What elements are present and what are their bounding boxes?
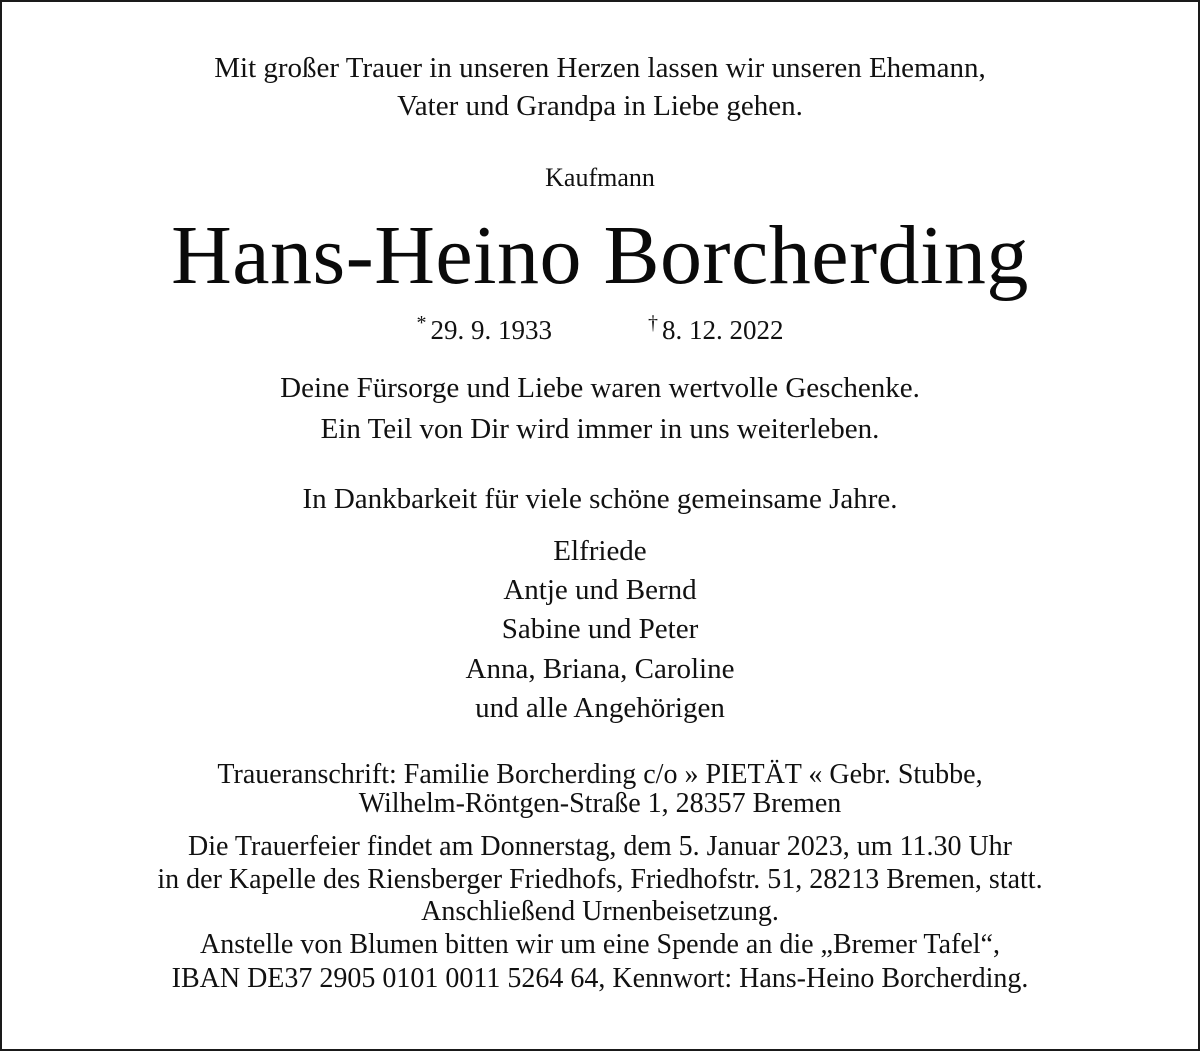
info-line: Anstelle von Blumen bitten wir um eine Spende an die „Bremer Tafel“, [200,929,1000,960]
info-line: Die Trauerfeier findet am Donnerstag, dem 5. Januar 2023, um 11.30 Uhr [188,831,1012,862]
info-line: Anschließend Urnenbeisetzung. [421,896,779,927]
family-member: Sabine und Peter [501,613,699,645]
intro-line-2: Vater und Grandpa in Liebe gehen. [397,90,803,122]
profession: Kaufmann [545,163,655,192]
birth-symbol: * [416,312,427,334]
intro-line-1: Mit großer Trauer in unseren Herzen lassen wir unseren Ehemann, [214,52,986,84]
family-member: und alle Angehörigen [475,692,725,724]
info-line: Traueranschrift: Familie Borcherding c/o » PIETÄT « Gebr. Stubbe, [217,759,983,790]
thanks-line: In Dankbarkeit für viele schöne gemeinsame Jahre. [302,483,898,515]
family-member: Antje und Bernd [503,574,697,606]
family-member: Elfriede [553,535,647,567]
deceased-name: Hans-Heino Borcherding [171,209,1029,302]
quote-line-2: Ein Teil von Dir wird immer in uns weiterleben. [320,413,880,445]
family-member: Anna, Briana, Caroline [465,653,735,685]
info-line: in der Kapelle des Riensberger Friedhofs, Friedhofstr. 51, 28213 Bremen, statt. [157,864,1043,895]
life-dates [0,313,1200,350]
info-line: IBAN DE37 2905 0101 0011 5264 64, Kennwort: Hans-Heino Borcherding. [171,963,1029,994]
birth-date: 29. 9. 1933 [430,315,552,345]
quote-line-1: Deine Fürsorge und Liebe waren wertvolle Geschenke. [280,372,920,404]
death-symbol: † [648,312,658,334]
death-date: 8. 12. 2022 [662,315,784,345]
info-line: Wilhelm-Röntgen-Straße 1, 28357 Bremen [358,788,842,819]
